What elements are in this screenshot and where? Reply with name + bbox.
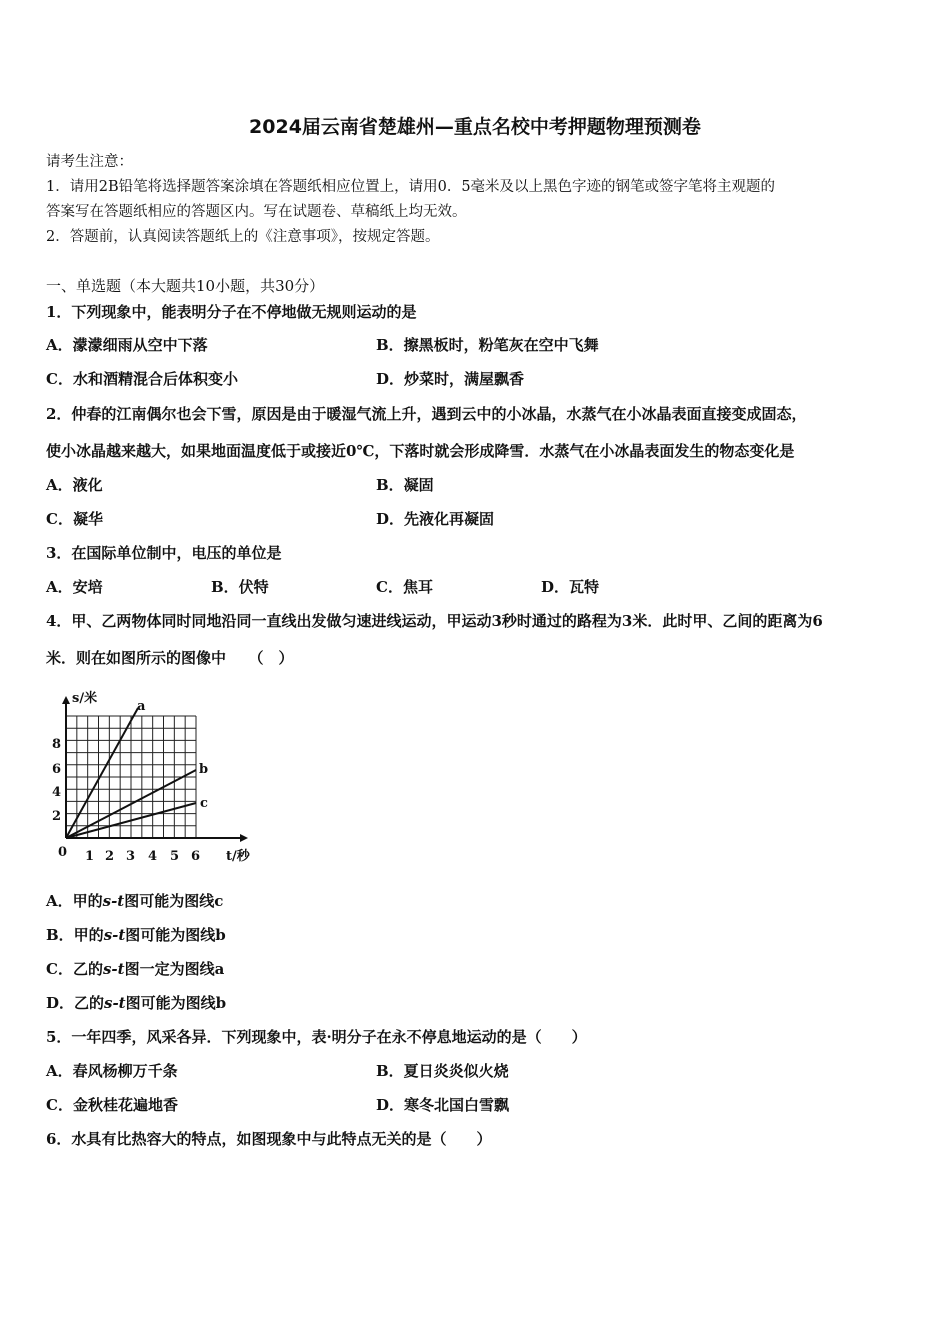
q4-option-c-prefix: C．乙的 xyxy=(46,960,103,978)
s-t-graph xyxy=(44,688,256,866)
y-axis-arrow xyxy=(62,696,70,704)
q1-option-b[interactable]: B．擦黑板时，粉笔灰在空中飞舞 xyxy=(376,336,599,354)
q2-option-d[interactable]: D．先液化再凝固 xyxy=(376,510,495,528)
notice-line-1: 1．请用2B铅笔将选择题答案涂填在答题纸相应位置上，请用0．5毫米及以上黑色字迹的钢笔或签字笔将主观题的 xyxy=(46,179,776,195)
q3-option-c[interactable]: C．焦耳 xyxy=(376,578,433,596)
section-heading: 一、单选题（本大题共10小题，共30分） xyxy=(46,277,325,295)
q4-option-a-var: s-t xyxy=(102,892,125,910)
x-tick-5: 5 xyxy=(170,849,180,864)
q4-option-a-prefix: A．甲的 xyxy=(46,892,103,910)
question-3-stem: 3．在国际单位制中，电压的单位是 xyxy=(46,544,282,562)
q4-option-d-prefix: D．乙的 xyxy=(46,994,105,1012)
q4-option-b[interactable] xyxy=(46,925,226,945)
notice-line-2: 答案写在答题纸相应的答题区内。写在试题卷、草稿纸上均无效。 xyxy=(46,204,467,220)
line-b-label: b xyxy=(199,762,209,777)
x-axis-arrow xyxy=(240,834,248,842)
q2-option-b[interactable]: B．凝固 xyxy=(376,476,434,494)
q2-option-c[interactable]: C．凝华 xyxy=(46,510,103,528)
q4-option-c-suffix: 图一定为图线a xyxy=(124,960,225,978)
x-tick-1: 1 xyxy=(85,849,95,864)
notice-line-3: 2．答题前，认真阅读答题纸上的《注意事项》，按规定答题。 xyxy=(46,229,440,245)
y-tick-2: 2 xyxy=(52,809,62,824)
q1-option-c[interactable]: C．水和酒精混合后体积变小 xyxy=(46,370,238,388)
line-a-label: a xyxy=(137,699,146,714)
q4-option-d[interactable] xyxy=(46,993,226,1013)
q5-option-d[interactable]: D．寒冬北国白雪飘 xyxy=(376,1096,510,1114)
page-title: 2024届云南省楚雄州—重点名校中考押题物理预测卷 xyxy=(249,116,701,138)
question-1-stem: 1．下列现象中，能表明分子在不停地做无规则运动的是 xyxy=(46,303,417,321)
q4-option-c-var: s-t xyxy=(102,960,125,978)
x-tick-4: 4 xyxy=(148,849,158,864)
q4-option-b-prefix: B．甲的 xyxy=(46,926,104,944)
question-2-stem-line-2: 使小冰晶越来越大，如果地面温度低于或接近0℃，下落时就会形成降雪．水蒸气在小冰晶表面发生的物态变化是 xyxy=(46,442,795,460)
q3-option-a[interactable]: A．安培 xyxy=(46,578,103,596)
line-c-label: c xyxy=(200,796,208,811)
q4-option-a-suffix: 图可能为图线c xyxy=(124,892,224,910)
q1-option-a[interactable]: A．濛濛细雨从空中下落 xyxy=(46,336,208,354)
question-5-stem: 5．一年四季，风采各异．下列现象中，表·明分子在永不停息地运动的是（ ） xyxy=(46,1028,587,1046)
q5-option-b[interactable]: B．夏日炎炎似火烧 xyxy=(376,1062,509,1080)
x-tick-3: 3 xyxy=(126,849,136,864)
y-axis-label: s/米 xyxy=(72,691,98,706)
question-6-stem: 6．水具有比热容大的特点，如图现象中与此特点无关的是（ ） xyxy=(46,1130,492,1148)
y-tick-4: 4 xyxy=(52,785,62,800)
question-4-stem-line-2: 米．则在如图所示的图像中 （ ） xyxy=(46,649,294,667)
question-2-stem-line-1: 2．仲春的江南偶尔也会下雪，原因是由于暖湿气流上升，遇到云中的小冰晶，水蒸气在小冰晶表面直接变成固态， xyxy=(46,405,807,423)
q5-option-a[interactable]: A．春风杨柳万千条 xyxy=(46,1062,178,1080)
q4-option-b-suffix: 图可能为图线b xyxy=(125,926,226,944)
s-t-graph-svg xyxy=(44,688,256,866)
q3-option-b[interactable]: B．伏特 xyxy=(211,578,269,596)
q5-option-c[interactable]: C．金秋桂花遍地香 xyxy=(46,1096,178,1114)
y-tick-8: 8 xyxy=(52,737,62,752)
q4-option-d-suffix: 图可能为图线b xyxy=(125,994,227,1012)
x-tick-2: 2 xyxy=(105,849,115,864)
x-axis-label: t/秒 xyxy=(226,849,250,864)
x-tick-6: 6 xyxy=(191,849,201,864)
q4-option-d-var: s-t xyxy=(104,994,126,1012)
question-4-stem-line-1: 4．甲、乙两物体同时同地沿同一直线出发做匀速进线运动，甲运动3秒时通过的路程为3米．此时甲、乙间的距离为6 xyxy=(46,612,823,630)
q3-option-d[interactable]: D．瓦特 xyxy=(541,578,600,596)
q2-option-a[interactable]: A．液化 xyxy=(46,476,103,494)
q4-option-a[interactable] xyxy=(46,891,223,911)
q4-option-c[interactable] xyxy=(46,959,224,979)
q1-option-d[interactable]: D．炒菜时，满屋飘香 xyxy=(376,370,525,388)
notice-header: 请考生注意： xyxy=(46,154,133,170)
q4-option-b-var: s-t xyxy=(103,926,126,944)
origin-label: 0 xyxy=(58,845,68,860)
y-tick-6: 6 xyxy=(52,762,62,777)
